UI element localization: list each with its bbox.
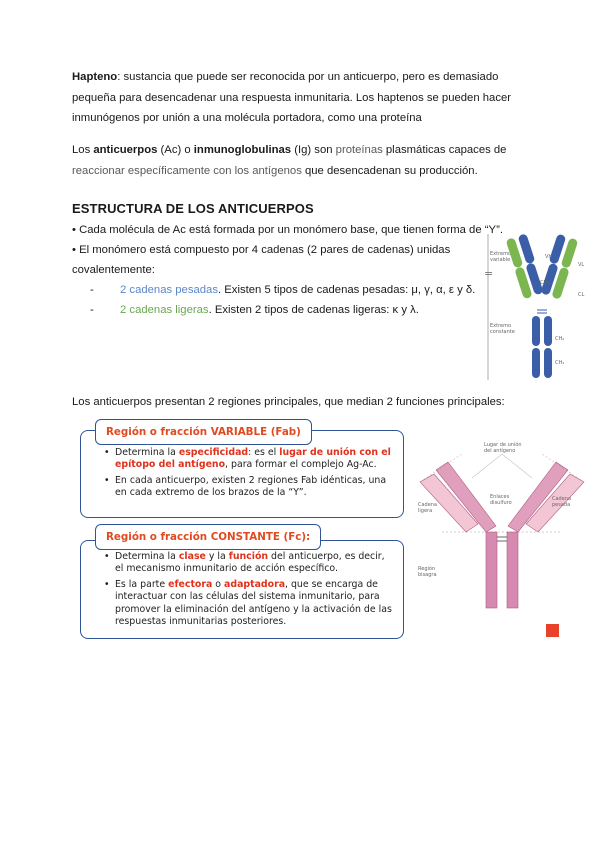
heavy-chain-stem-left-b: [532, 348, 540, 378]
item-cadenas-pesadas: - 2 cadenas pesadas. Existen 5 tipos de cadenas pesadas: μ, γ, α, ε y δ.: [90, 284, 476, 296]
svg-text:Lugar de unión: Lugar de unión: [484, 442, 522, 448]
regiones-intro: Los anticuerpos presentan 2 regiones principales, que median 2 funciones principales:: [72, 396, 505, 408]
heavy-chain-stem-right-a: [544, 316, 552, 346]
svg-text:disulfuro: disulfuro: [490, 500, 512, 506]
fc-title: Región o fracción CONSTANTE (Fc):: [95, 524, 321, 550]
heavy-chain-stem-right: [507, 532, 518, 608]
svg-text:CH₁: CH₁: [540, 280, 550, 286]
svg-text:Extremo: Extremo: [490, 251, 512, 257]
item-cadenas-ligeras: - 2 cadenas ligeras. Existen 2 tipos de cadenas ligeras: κ y λ.: [90, 304, 419, 316]
fc-item-clase: • Determina la clase y la función del anticuerpo, es decir, el mecanismo inmunitario de acción específico.: [103, 551, 395, 576]
fab-title: Región o fracción VARIABLE (Fab): [95, 419, 312, 445]
red-square-marker: [546, 624, 559, 637]
fab-item-especificidad: • Determina la especificidad: es el lugar de unión con el epítopo del antígeno, para formar el complejo Ag-Ac.: [103, 447, 395, 472]
svg-text:variable: variable: [490, 257, 511, 263]
svg-text:Cadena: Cadena: [418, 502, 438, 508]
fc-item-efectora: • Es la parte efectora o adaptadora, que se encarga de interactuar con las células del sistema inmunitario, para promover la eliminación del antígeno y la activación de las respuestas inmunitarias posteriores.: [103, 579, 395, 629]
svg-text:=: =: [484, 267, 494, 280]
svg-text:Extremo: Extremo: [490, 323, 512, 329]
heavy-chain-stem-left: [486, 532, 497, 608]
hapteno-paragraph: Hapteno: sustancia que puede ser reconocida por un anticuerpo, pero es demasiado pequeña para desencadenar una respuesta inmunitaria. Los haptenos se pueden hacer inmunógenos por unión a una molécula portadora, como una proteína: [72, 71, 512, 124]
svg-text:constante: constante: [490, 329, 515, 335]
svg-text:Región: Región: [418, 566, 436, 572]
bullet-cadenas: • El monómero está compuesto por 4 cadenas (2 pares de cadenas) unidas: [72, 244, 451, 256]
bullet-monomero: • Cada molécula de Ac está formada por un monómero base, que tienen forma de “Y”.: [72, 224, 503, 236]
svg-text:Enlaces: Enlaces: [490, 494, 510, 500]
svg-text:VH: VH: [545, 254, 553, 260]
svg-text:ligera: ligera: [418, 508, 433, 514]
section-heading: ESTRUCTURA DE LOS ANTICUERPOS: [72, 201, 314, 216]
fab-item-regiones: • En cada anticuerpo, existen 2 regiones Fab idénticas, una en cada extremo de los brazos de la “Y”.: [103, 475, 395, 500]
svg-text:CH₃: CH₃: [555, 360, 565, 366]
hapteno-term: Hapteno: [72, 71, 118, 83]
svg-text:CH₂: CH₂: [555, 336, 565, 342]
antibody-structure-diagram: [478, 232, 590, 382]
svg-text:pesada: pesada: [552, 502, 571, 508]
heavy-chain-stem-right-b: [544, 348, 552, 378]
svg-text:VL: VL: [578, 262, 585, 268]
bullet-cadenas-cont: covalentemente:: [72, 264, 155, 276]
heavy-chain-stem-left-a: [532, 316, 540, 346]
svg-text:CL: CL: [578, 292, 585, 298]
fc-box: [80, 540, 404, 639]
anticuerpos-paragraph: Los anticuerpos (Ac) o inmunoglobulinas (Ig) son proteínas plasmáticas capaces de reaccionar específicamente con los antígenos que desencadenan su producción.: [72, 144, 507, 177]
svg-text:Cadena: Cadena: [552, 496, 572, 502]
svg-text:del antígeno: del antígeno: [484, 448, 516, 454]
antibody-regions-diagram: [412, 440, 592, 610]
svg-text:bisagra: bisagra: [418, 572, 437, 578]
